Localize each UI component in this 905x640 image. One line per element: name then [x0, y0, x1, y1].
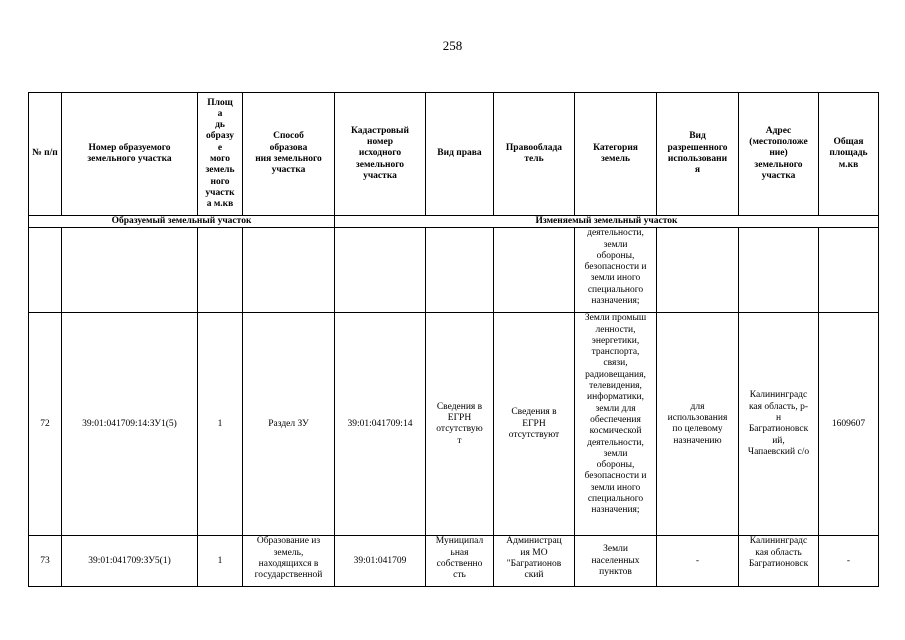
- cell-holder: [494, 228, 575, 313]
- cell-category: Земли населенных пунктов: [575, 536, 657, 587]
- cell-address: Калининградс кая область Багратионовск: [739, 536, 819, 587]
- cell-total-area: [819, 228, 879, 313]
- header-plot-number: Номер образуемого земельного участка: [62, 93, 198, 216]
- page-number: 258: [442, 38, 463, 53]
- cell-holder: Администрац ия МО "Багратионов ский: [494, 536, 575, 587]
- header-row: [29, 93, 879, 216]
- table-row: [29, 228, 879, 313]
- cell-cadastral: [335, 228, 426, 313]
- cell-right-type: [426, 228, 494, 313]
- cell-right-type: Сведения в ЕГРН отсутствую т: [426, 313, 494, 536]
- section-formed: Образуемый земельный участок: [29, 216, 335, 228]
- cell-category: Земли промыш ленности, энергетики, транспорта, связи, радиовещания, телевидения, информатики, земли для обеспечения космической деятельности, земли обороны, безопасности и земли иного специального назначения;: [575, 313, 657, 536]
- cell-address: Калининградс кая область, р- н Багратионовск ий, Чапаевский с/о: [739, 313, 819, 536]
- header-cadastral: Кадастровый номер исходного земельного участка: [335, 93, 426, 216]
- header-total-area: Общая площадь м.кв: [819, 93, 879, 216]
- cell-total-area: -: [819, 536, 879, 587]
- header-num: № п/п: [29, 93, 62, 216]
- section-changed: Изменяемый земельный участок: [335, 216, 879, 228]
- cell-area: 1: [198, 536, 243, 587]
- cell-plot-number: 39:01:041709:ЗУ5(1): [62, 536, 198, 587]
- cell-category: деятельности, земли обороны, безопасности и земли иного специального назначения;: [575, 228, 657, 313]
- header-category: Категория земель: [575, 93, 657, 216]
- cell-permitted-use: -: [657, 536, 739, 587]
- cell-total-area: 1609607: [819, 313, 879, 536]
- cell-address: [739, 228, 819, 313]
- header-right-type: Вид права: [426, 93, 494, 216]
- cell-method: Раздел ЗУ: [243, 313, 335, 536]
- cell-holder: Сведения в ЕГРН отсутствуют: [494, 313, 575, 536]
- cell-plot-number: [62, 228, 198, 313]
- cell-cadastral: 39:01:041709: [335, 536, 426, 587]
- header-method: Способ образова ния земельного участка: [243, 93, 335, 216]
- table-row: [29, 536, 879, 587]
- cell-permitted-use: для использования по целевому назначению: [657, 313, 739, 536]
- section-row: [29, 216, 879, 228]
- cell-plot-number: 39:01:041709:14:ЗУ1(5): [62, 313, 198, 536]
- cell-num: 73: [29, 536, 62, 587]
- cell-area: 1: [198, 313, 243, 536]
- cell-right-type: Муниципал ьная собственно сть: [426, 536, 494, 587]
- header-permitted-use: Вид разрешенного использовани я: [657, 93, 739, 216]
- header-holder: Правооблада тель: [494, 93, 575, 216]
- cell-num: [29, 228, 62, 313]
- land-plots-table: [28, 92, 879, 587]
- cell-method: [243, 228, 335, 313]
- table-row: [29, 313, 879, 536]
- header-area: Площ а дь образу е мого земель ного участк а м.кв: [198, 93, 243, 216]
- cell-method: Образование из земель, находящихся в государственной: [243, 536, 335, 587]
- header-address: Адрес (местоположе ние) земельного участка: [739, 93, 819, 216]
- cell-num: 72: [29, 313, 62, 536]
- cell-permitted-use: [657, 228, 739, 313]
- cell-cadastral: 39:01:041709:14: [335, 313, 426, 536]
- cell-area: [198, 228, 243, 313]
